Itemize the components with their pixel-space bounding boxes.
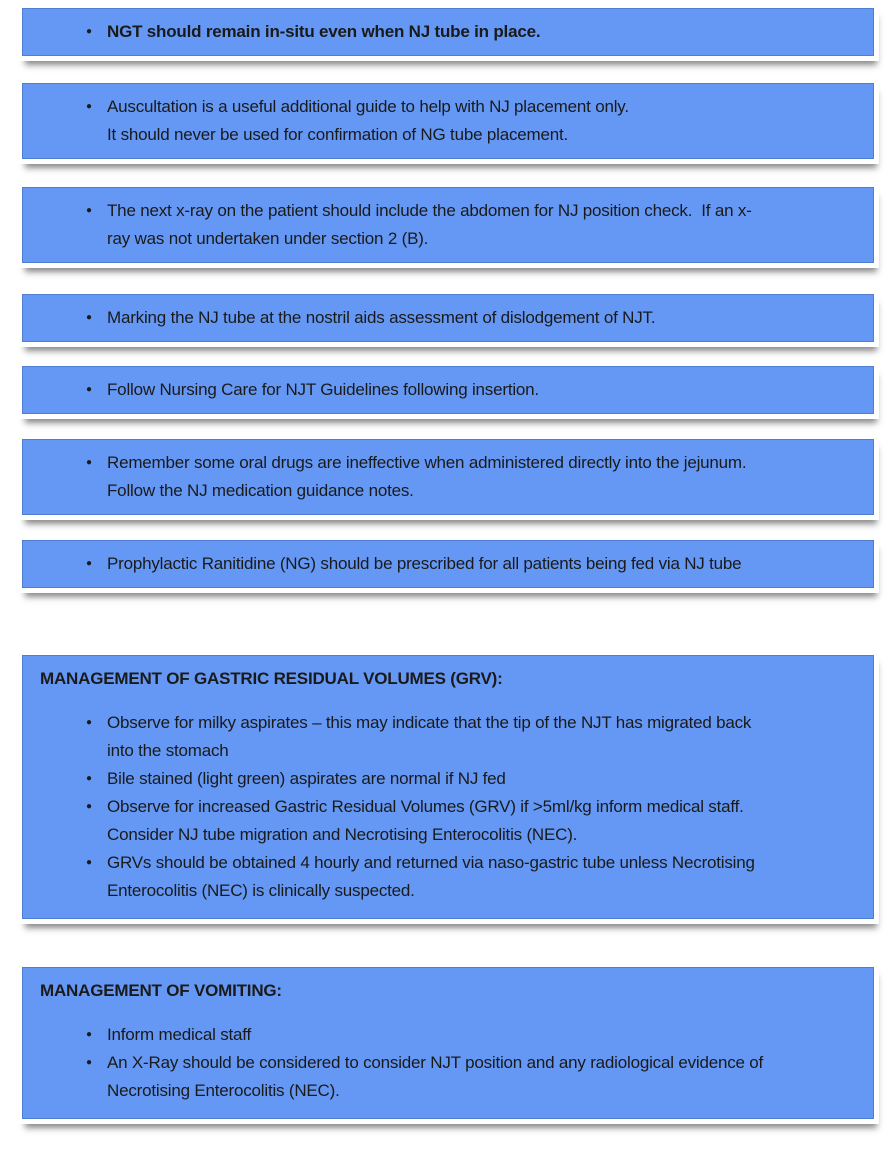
bullet-icon: ● (86, 773, 93, 784)
text-line: The next x-ray on the patient should include the abdomen for NJ position check. If an x- (107, 201, 752, 220)
bullet-list (23, 93, 873, 149)
panel-auscultation (22, 83, 874, 159)
list-item-text (107, 304, 873, 332)
list-item (23, 1021, 873, 1049)
list-item (23, 93, 873, 149)
bullet-icon: ● (86, 1057, 93, 1068)
panel-ngt-insitu (22, 8, 874, 56)
text-line: Bile stained (light green) aspirates are normal if NJ fed (107, 769, 506, 788)
text-line: into the stomach (107, 741, 229, 760)
list-item (23, 304, 873, 332)
list-item (23, 793, 873, 849)
panel-title: MANAGEMENT OF GASTRIC RESIDUAL VOLUMES (GRV): (40, 669, 503, 688)
text-line: Observe for milky aspirates – this may indicate that the tip of the NJT has migrated back (107, 713, 752, 732)
bullet-icon: ● (86, 857, 93, 868)
list-item (23, 849, 873, 905)
text-line: Consider NJ tube migration and Necrotising Enterocolitis (NEC). (107, 825, 578, 844)
panel-ranitidine (22, 540, 874, 588)
panel-grv-management (22, 655, 874, 919)
text-line: ray was not undertaken under section 2 (B). (107, 229, 429, 248)
panel-oral-drugs (22, 439, 874, 515)
list-item-text (107, 550, 873, 578)
bullet-list (23, 304, 873, 332)
bullet-list (23, 376, 873, 404)
list-item-text (107, 793, 873, 849)
text-line: Follow Nursing Care for NJT Guidelines following insertion. (107, 380, 539, 399)
text-line: An X-Ray should be considered to consider NJT position and any radiological evidence of (107, 1053, 764, 1072)
bullet-icon: ● (86, 26, 93, 37)
list-item (23, 550, 873, 578)
list-item (23, 197, 873, 253)
bullet-list (23, 709, 873, 905)
list-item (23, 18, 873, 46)
panel-title: MANAGEMENT OF VOMITING: (40, 981, 282, 1000)
list-item-text (107, 765, 873, 793)
list-item (23, 709, 873, 765)
list-item-text (107, 849, 873, 905)
bullet-list (23, 18, 873, 46)
list-item-text (107, 449, 873, 505)
list-item (23, 1049, 873, 1105)
text-line: Inform medical staff (107, 1025, 252, 1044)
bullet-list (23, 197, 873, 253)
text-line: Necrotising Enterocolitis (NEC). (107, 1081, 340, 1100)
bullet-icon: ● (86, 384, 93, 395)
bullet-icon: ● (86, 1029, 93, 1040)
bullet-icon: ● (86, 801, 93, 812)
panel-marking-tube (22, 294, 874, 342)
list-item-text (107, 18, 873, 46)
list-item-text (107, 197, 873, 253)
bullet-list (23, 1021, 873, 1105)
list-item-text (107, 1021, 873, 1049)
bullet-list (23, 449, 873, 505)
bullet-list (23, 550, 873, 578)
text-line: GRVs should be obtained 4 hourly and returned via naso-gastric tube unless Necrotising (107, 853, 755, 872)
list-item-text (107, 93, 873, 149)
text-line: Follow the NJ medication guidance notes. (107, 481, 414, 500)
bullet-icon: ● (86, 717, 93, 728)
text-line: Enterocolitis (NEC) is clinically suspected. (107, 881, 415, 900)
panel-vomiting-management (22, 967, 874, 1119)
text-line: NGT should remain in-situ even when NJ tube in place. (107, 22, 541, 41)
text-line: Marking the NJ tube at the nostril aids assessment of dislodgement of NJT. (107, 308, 656, 327)
list-item-text (107, 1049, 873, 1105)
bullet-icon: ● (86, 558, 93, 569)
bullet-icon: ● (86, 457, 93, 468)
text-line: Observe for increased Gastric Residual Volumes (GRV) if >5ml/kg inform medical staff. (107, 797, 744, 816)
list-item (23, 376, 873, 404)
text-line: Auscultation is a useful additional guide to help with NJ placement only. (107, 97, 629, 116)
bullet-icon: ● (86, 312, 93, 323)
text-line: Remember some oral drugs are ineffective when administered directly into the jejunum. (107, 453, 747, 472)
text-line: It should never be used for confirmation of NG tube placement. (107, 125, 569, 144)
bullet-icon: ● (86, 205, 93, 216)
list-item (23, 449, 873, 505)
list-item-text (107, 709, 873, 765)
panel-xray-position-check (22, 187, 874, 263)
list-item (23, 765, 873, 793)
text-line: Prophylactic Ranitidine (NG) should be prescribed for all patients being fed via NJ tube (107, 554, 742, 573)
bullet-icon: ● (86, 101, 93, 112)
panel-nursing-care (22, 366, 874, 414)
list-item-text (107, 376, 873, 404)
